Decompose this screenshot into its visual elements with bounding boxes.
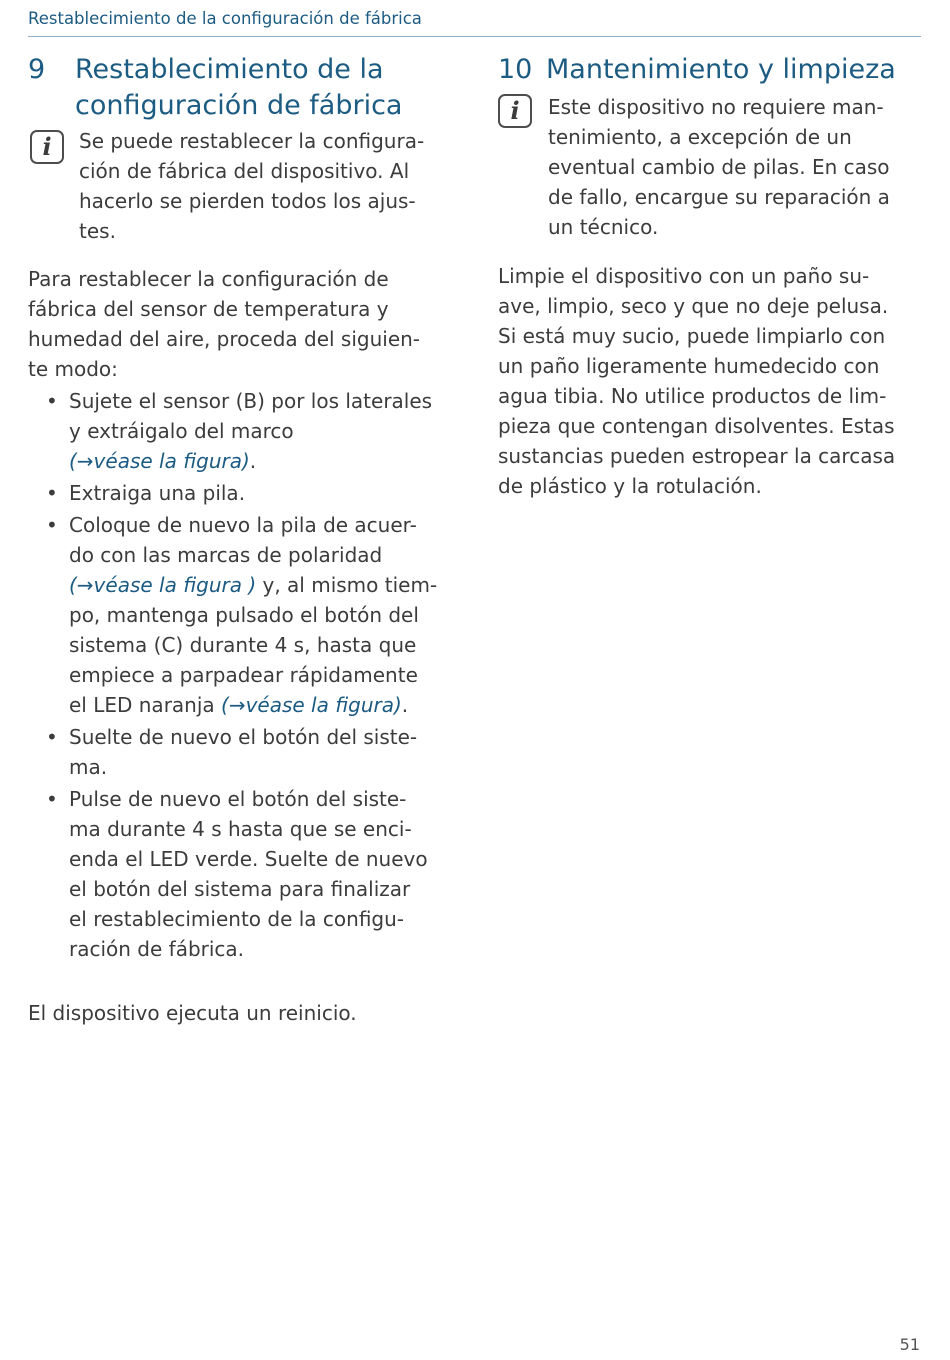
step-tail: . <box>401 693 409 717</box>
list-item <box>28 510 458 720</box>
body-line: Si está muy sucio, puede limpiarlo con <box>498 324 886 348</box>
step-line: sistema (C) durante 4 s, hasta que <box>69 633 417 657</box>
steps-list <box>28 386 458 964</box>
body-line: un paño ligeramente humedecido con <box>498 354 880 378</box>
section-10-number: 10 <box>498 54 533 85</box>
note-line: Se puede restablecer la configura- <box>79 129 425 153</box>
step-line: el botón del sistema para finalizar <box>69 877 411 901</box>
section-10-note <box>498 92 928 242</box>
step-text: y, al mismo tiem- <box>256 573 438 597</box>
intro-line: fábrica del sensor de temperatura y <box>28 297 389 321</box>
step-line: Coloque de nuevo la pila de acuer- <box>69 513 417 537</box>
body-line: sustancias pueden estropear la carcasa <box>498 444 896 468</box>
note-line: hacerlo se pierden todos los ajus- <box>79 189 416 213</box>
section-10 <box>498 52 928 501</box>
section-9-intro <box>28 264 458 384</box>
section-10-body <box>498 261 928 501</box>
figure-reference-link[interactable]: (→véase la figura ) <box>69 573 257 597</box>
section-9-number: 9 <box>28 54 46 85</box>
section-9-note <box>28 126 458 246</box>
step-line: ración de fábrica. <box>69 937 245 961</box>
section-10-title: Mantenimiento y limpieza <box>546 54 896 85</box>
step-line: Sujete el sensor (B) por los laterales <box>69 389 433 413</box>
list-item <box>28 722 458 782</box>
note-line: un técnico. <box>548 215 659 239</box>
step-line: ma durante 4 s hasta que se enci- <box>69 817 412 841</box>
body-line: agua tibia. No utilice productos de lim- <box>498 384 887 408</box>
info-icon: i <box>498 94 532 128</box>
section-9 <box>28 52 458 1028</box>
body-line: Limpie el dispositivo con un paño su- <box>498 264 870 288</box>
list-item <box>28 386 458 476</box>
bullet: • <box>46 389 58 413</box>
section-9-closing: El dispositivo ejecuta un reinicio. <box>28 1001 357 1025</box>
list-item <box>28 478 458 508</box>
running-header: Restablecimiento de la configuración de fábrica <box>28 9 422 28</box>
bullet: • <box>46 787 58 811</box>
step-line: enda el LED verde. Suelte de nuevo <box>69 847 428 871</box>
intro-line: te modo: <box>28 357 118 381</box>
body-line: de plástico y la rotulación. <box>498 474 762 498</box>
body-line: ave, limpio, seco y que no deje pelusa. <box>498 294 889 318</box>
section-9-note-text <box>79 126 424 246</box>
page-number: 51 <box>899 1335 920 1354</box>
intro-line: Para restablecer la configuración de <box>28 267 389 291</box>
info-icon: i <box>30 130 64 164</box>
bullet: • <box>46 481 58 505</box>
step-line: y extráigalo del marco <box>69 419 294 443</box>
step-line: Extraiga una pila. <box>69 481 246 505</box>
step-line: Pulse de nuevo el botón del siste- <box>69 787 407 811</box>
intro-line: humedad del aire, proceda del siguien- <box>28 327 421 351</box>
note-line: de fallo, encargue su reparación a <box>548 185 890 209</box>
list-item <box>28 784 458 964</box>
step-line: po, mantenga pulsado el botón del <box>69 603 419 627</box>
section-10-note-text <box>548 92 890 242</box>
step-line: empiece a parpadear rápidamente <box>69 663 418 687</box>
note-line: eventual cambio de pilas. En caso <box>548 155 890 179</box>
note-line: tenimiento, a excepción de un <box>548 125 852 149</box>
section-9-heading <box>28 52 458 124</box>
step-line: el restablecimiento de la configu- <box>69 907 405 931</box>
step-line: Suelte de nuevo el botón del siste- <box>69 725 418 749</box>
figure-reference-link[interactable]: (→véase la figura) <box>69 449 250 473</box>
header-rule <box>28 36 921 37</box>
section-9-title: Restablecimiento de la configuración de fábrica <box>75 54 403 121</box>
step-text: el LED naranja <box>69 693 222 717</box>
section-10-heading <box>498 52 928 88</box>
step-tail: . <box>249 449 257 473</box>
body-line: pieza que contengan disolventes. Estas <box>498 414 895 438</box>
note-line: tes. <box>79 219 116 243</box>
note-line: ción de fábrica del dispositivo. Al <box>79 159 410 183</box>
figure-reference-link[interactable]: (→véase la figura) <box>221 693 402 717</box>
step-line: do con las marcas de polaridad <box>69 543 383 567</box>
bullet: • <box>46 725 58 749</box>
bullet: • <box>46 513 58 537</box>
step-line: ma. <box>69 755 108 779</box>
note-line: Este dispositivo no requiere man- <box>548 95 884 119</box>
